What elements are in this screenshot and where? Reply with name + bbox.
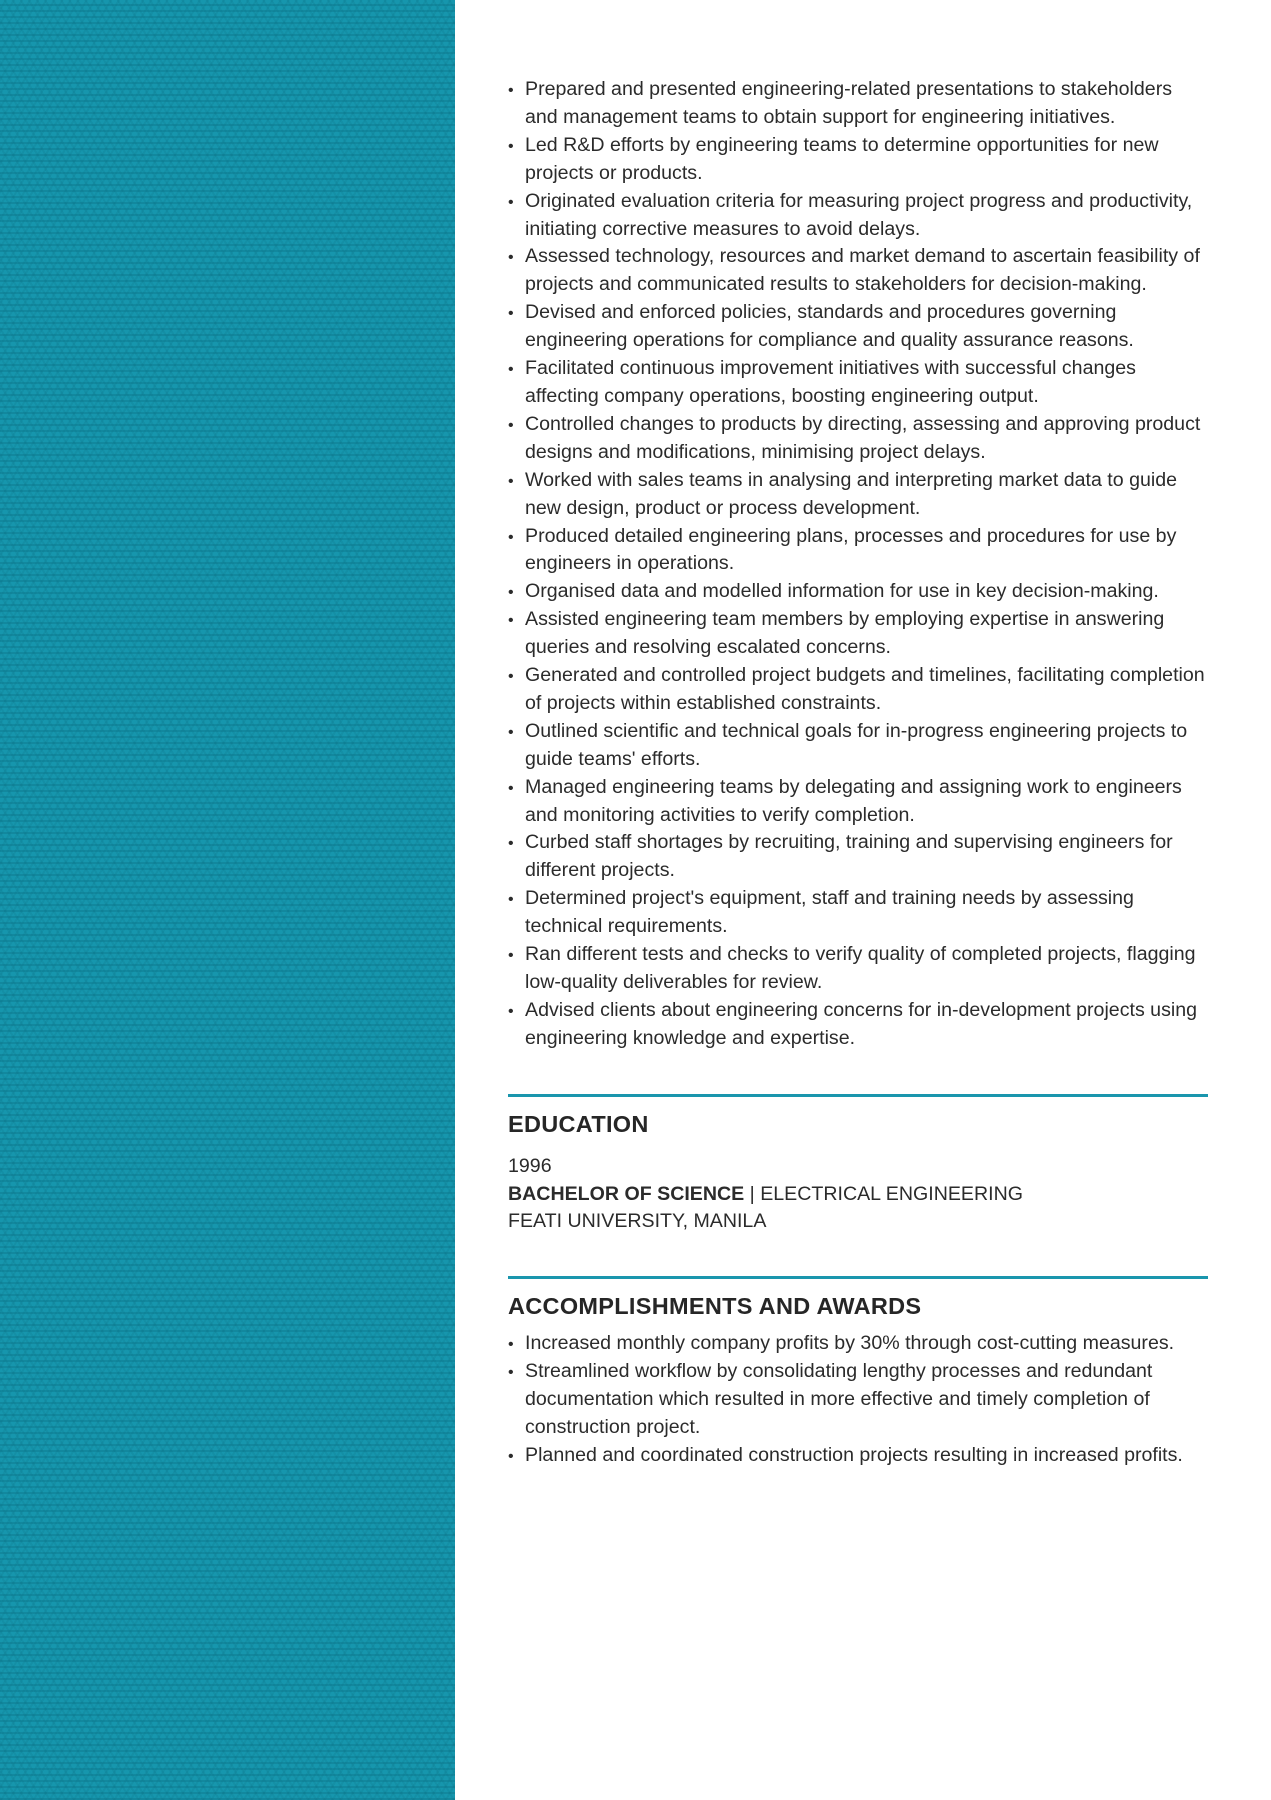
experience-bullet: • Led R&D efforts by engineering teams to determine opportunities for new projects or products. [508, 132, 1208, 188]
experience-bullet: • Organised data and modelled information for use in key decision-making. [508, 578, 1208, 606]
experience-bullet: • Generated and controlled project budgets and timelines, facilitating completion of projects within established constraints. [508, 662, 1208, 718]
experience-bullet-list [508, 76, 1208, 1053]
experience-bullet: • Devised and enforced policies, standards and procedures governing engineering operations for compliance and quality assurance reasons. [508, 299, 1208, 355]
experience-bullet: • Managed engineering teams by delegating and assigning work to engineers and monitoring activities to verify completion. [508, 774, 1208, 830]
education-degree-line [508, 1181, 1208, 1209]
experience-bullet: • Facilitated continuous improvement initiatives with successful changes affecting company operations, boosting engineering output. [508, 355, 1208, 411]
education-degree: BACHELOR OF SCIENCE [508, 1182, 745, 1205]
experience-bullet: • Assessed technology, resources and market demand to ascertain feasibility of projects and communicated results to stakeholders for decision-making. [508, 243, 1208, 299]
experience-bullet: • Produced detailed engineering plans, processes and procedures for use by engineers in operations. [508, 523, 1208, 579]
accomplishment-bullet: • Increased monthly company profits by 30% through cost-cutting measures. [508, 1330, 1208, 1358]
experience-bullet: • Determined project's equipment, staff and training needs by assessing technical requirements. [508, 885, 1208, 941]
accomplishment-bullet: • Streamlined workflow by consolidating lengthy processes and redundant documentation which resulted in more effective and timely completion of construction project. [508, 1358, 1208, 1442]
experience-bullet: • Outlined scientific and technical goals for in-progress engineering projects to guide teams' efforts. [508, 718, 1208, 774]
experience-bullet: • Advised clients about engineering concerns for in-development projects using engineering knowledge and expertise. [508, 997, 1208, 1053]
education-entry [508, 1153, 1208, 1236]
section-divider [508, 1094, 1208, 1097]
section-divider [508, 1276, 1208, 1279]
experience-bullet: • Controlled changes to products by directing, assessing and approving product designs and modifications, minimising project delays. [508, 411, 1208, 467]
experience-bullet: • Prepared and presented engineering-related presentations to stakeholders and management teams to obtain support for engineering initiatives. [508, 76, 1208, 132]
education-heading: EDUCATION [508, 1110, 649, 1137]
experience-bullet: • Ran different tests and checks to verify quality of completed projects, flagging low-quality deliverables for review. [508, 941, 1208, 997]
experience-bullet: • Curbed staff shortages by recruiting, training and supervising engineers for different projects. [508, 829, 1208, 885]
accomplishments-bullet-list [508, 1330, 1208, 1470]
education-year: 1996 [508, 1154, 552, 1177]
accomplishments-heading: ACCOMPLISHMENTS AND AWARDS [508, 1293, 922, 1320]
education-separator: | [744, 1182, 761, 1205]
experience-bullet: • Originated evaluation criteria for measuring project progress and productivity, initiating corrective measures to avoid delays. [508, 188, 1208, 244]
education-field: ELECTRICAL ENGINEERING [760, 1182, 1023, 1205]
experience-bullet: • Worked with sales teams in analysing and interpreting market data to guide new design, product or process development. [508, 467, 1208, 523]
resume-main-content [508, 76, 1208, 1470]
education-school: FEATI UNIVERSITY, MANILA [508, 1210, 767, 1233]
accomplishment-bullet: • Planned and coordinated construction projects resulting in increased profits. [508, 1442, 1208, 1470]
decorative-sidebar-pattern [0, 0, 455, 1800]
experience-bullet: • Assisted engineering team members by employing expertise in answering queries and resolving escalated concerns. [508, 606, 1208, 662]
